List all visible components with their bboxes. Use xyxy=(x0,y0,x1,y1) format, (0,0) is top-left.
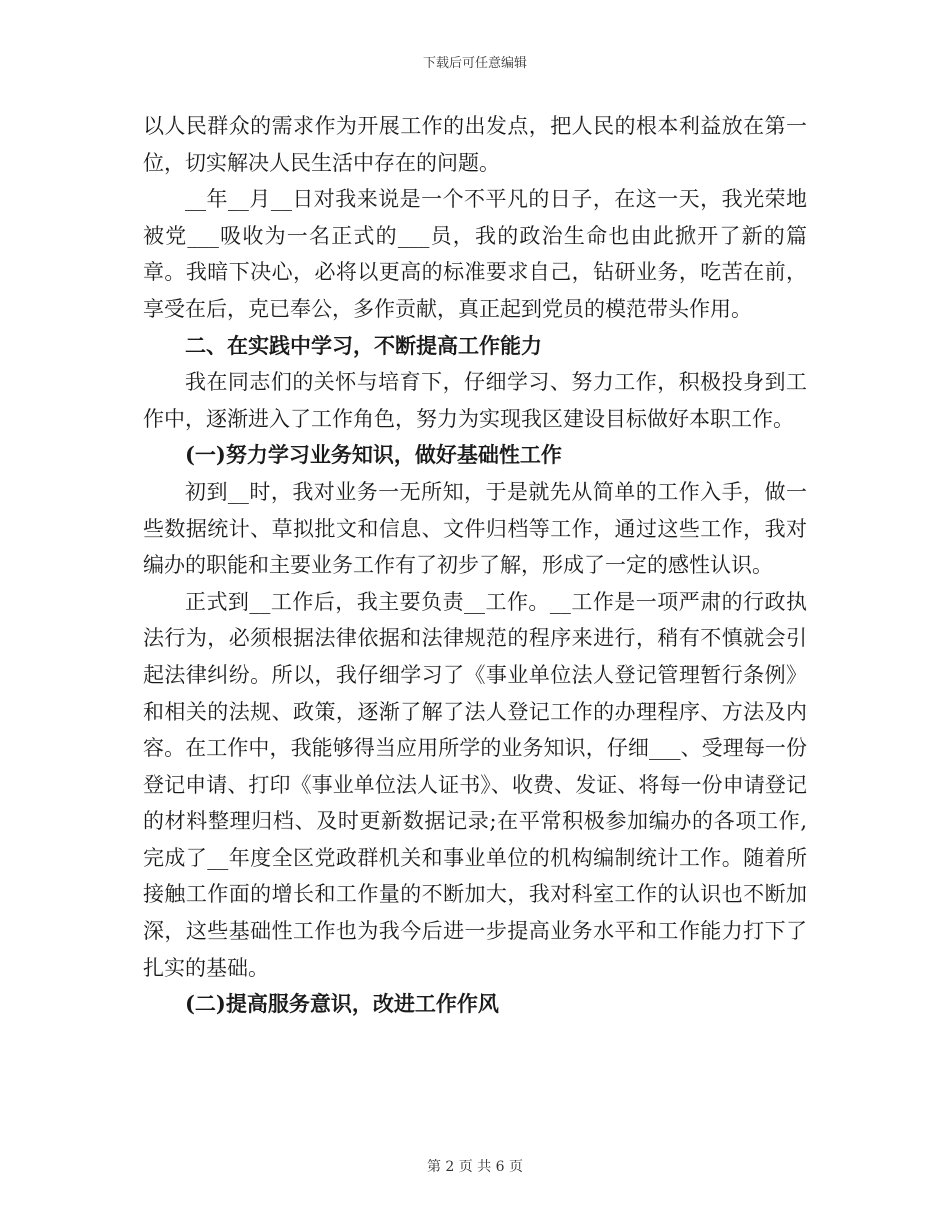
section-heading: 二、在实践中学习，不断提高工作能力 xyxy=(185,332,542,358)
paragraph: 我在同志们的关怀与培育下，仔细学习、努力工作，积极投身到工作中，逐渐进入了工作角色，努力为实现我区建设目标做好本职工作。 xyxy=(143,370,807,431)
page-header: 下载后可任意编辑 xyxy=(422,56,527,71)
subsection-heading: (二)提高服务意识，改进工作作风 xyxy=(185,991,499,1017)
paragraph: __年__月__日对我来说是一个不平凡的日子，在这一天，我光荣地被党___吸收为一名正式的___员，我的政治生命也由此掀开了新的篇章。我暗下决心，必将以更高的标准要求自己，钻研业务，吃苦在前，享受在后，克已奉公，多作贡献，真正起到党员的模范带头作用。 xyxy=(143,187,807,321)
document-body xyxy=(143,108,807,1023)
page-footer: 第 2 页 共 6 页 xyxy=(426,1159,524,1175)
paragraph: 正式到__工作后，我主要负责__工作。__工作是一项严肃的行政执法行为，必须根据法律依据和法律规范的程序来进行，稍有不慎就会引起法律纠纷。所以，我仔细学习了《事业单位法人登记管理暂行条例》和相关的法规、政策，逐渐了解了法人登记工作的办理程序、方法及内容。在工作中，我能够得当应用所学的业务知识，仔细___、受理每一份登记申请、打印《事业单位法人证书》、收费、发证、将每一份申请登记的材料整理归档、及时更新数据记录;在平常积极参加编办的各项工作,完成了__年度全区党政群机关和事业单位的机构编制统计工作。随着所接触工作面的增长和工作量的不断加大，我对科室工作的认识也不断加深，这些基础性工作也为我今后进一步提高业务水平和工作能力打下了扎实的基础。 xyxy=(143,589,807,980)
paragraph: 初到__时，我对业务一无所知，于是就先从简单的工作入手，做一些数据统计、草拟批文和信息、文件归档等工作，通过这些工作，我对编办的职能和主要业务工作有了初步了解，形成了一定的感性认识。 xyxy=(143,479,807,578)
paragraph: 以人民群众的需求作为开展工作的出发点，把人民的根本利益放在第一位，切实解决人民生活中存在的问题。 xyxy=(143,114,807,175)
subsection-heading: (一)努力学习业务知识，做好基础性工作 xyxy=(185,442,562,468)
